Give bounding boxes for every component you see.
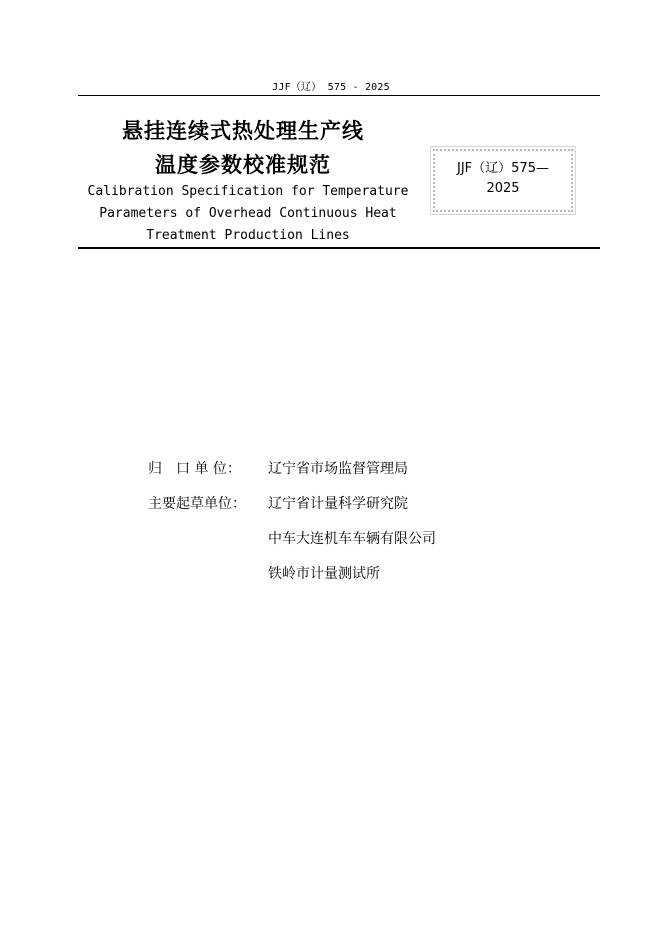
standard-code-line-2: 2025 bbox=[486, 181, 520, 196]
title-bottom-rule bbox=[78, 247, 600, 249]
responsible-unit-label: 归 口 单 位： bbox=[148, 461, 241, 477]
title-english-line-3: Treatment Production Lines bbox=[146, 228, 350, 243]
title-english-line-1: Calibration Specification for Temperature bbox=[87, 184, 409, 199]
responsible-unit-value: 辽宁省市场监督管理局 bbox=[268, 461, 408, 477]
drafting-units-label: 主要起草单位： bbox=[148, 496, 246, 512]
running-header: JJF（辽） 575 - 2025 bbox=[272, 82, 390, 93]
standard-code-box bbox=[433, 149, 573, 212]
drafting-unit-3: 铁岭市计量测试所 bbox=[268, 566, 380, 582]
drafting-unit-1: 辽宁省计量科学研究院 bbox=[268, 496, 408, 512]
standard-code-line-1: JJF（辽）575— bbox=[457, 161, 549, 176]
header-rule bbox=[78, 95, 600, 96]
drafting-unit-2: 中车大连机车车辆有限公司 bbox=[268, 531, 436, 547]
title-english-line-2: Parameters of Overhead Continuous Heat bbox=[99, 206, 397, 221]
title-chinese-line-2: 温度参数校准规范 bbox=[155, 153, 331, 177]
title-chinese-line-1: 悬挂连续式热处理生产线 bbox=[122, 119, 364, 143]
